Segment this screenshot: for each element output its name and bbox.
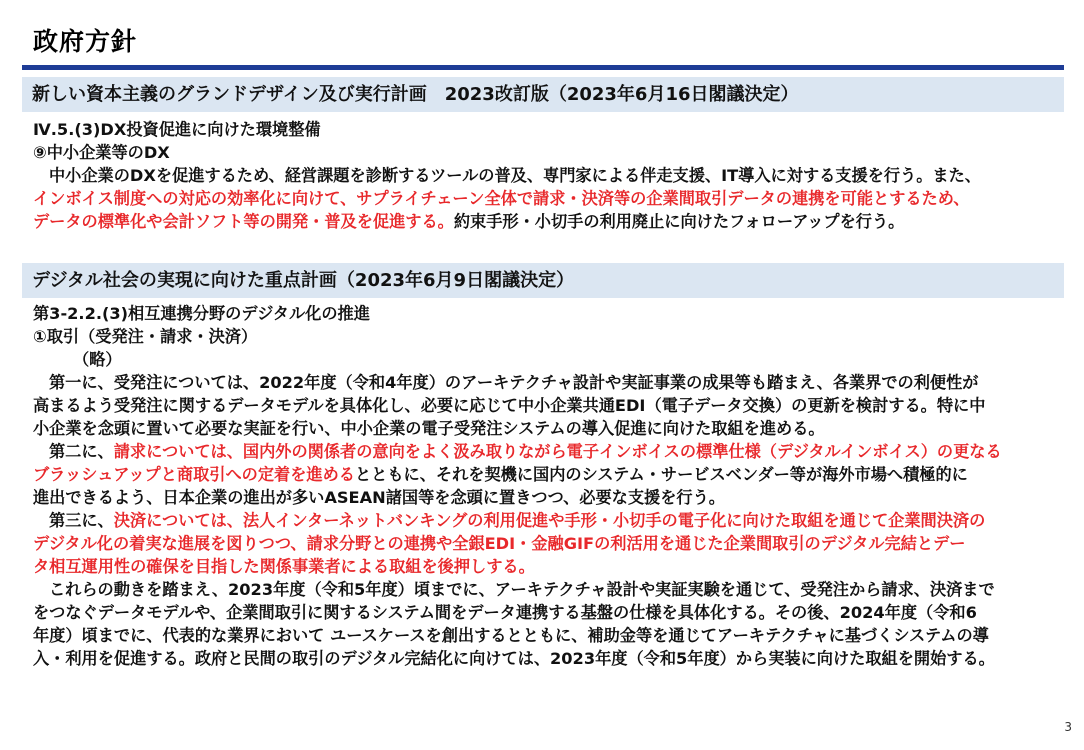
section-body-digital-plan — [33, 302, 1068, 670]
text-segment: 第3-2.2.(3)相互連携分野のデジタル化の推進 — [33, 304, 370, 323]
text-segment: 第一に、受発注については、2022年度（令和4年度）のアーキテクチャ設計や実証事業の成果等も踏まえ、各業界での利便性が — [49, 373, 979, 392]
text-segment: 高まるよう受発注に関するデータモデルを具体化し、必要に応じて中小企業共通EDI（電子データ交換）の更新を検討する。特に中 — [33, 396, 986, 415]
highlighted-text: 決済については、法人インターネットバンキングの利用促進や手形・小切手の電子化に向けた取組を通じて企業間決済の — [113, 511, 986, 530]
highlighted-text: 請求については、国内外の関係者の意向をよく汲み取りながら電子インボイスの標準仕様（デジタルインボイス）の更なる — [113, 442, 1002, 461]
text-line — [33, 417, 1068, 440]
text-segment: これらの動きを踏まえ、2023年度（令和5年度）頃までに、アーキテクチャ設計や実証実験を通じて、受発注から請求、決済まで — [49, 580, 995, 599]
text-segment: 入・利用を促進する。政府と民間の取引のデジタル完結化に向けては、2023年度（令和5年度）から実装に向けた取組を開始する。 — [33, 649, 995, 668]
text-line — [33, 555, 1068, 578]
title-divider — [22, 65, 1064, 70]
text-line — [33, 463, 1068, 486]
text-segment: 中小企業のDXを促進するため、経営課題を診断するツールの普及、専門家による伴走支援、IT導入に対する支援を行う。また、 — [49, 166, 981, 185]
text-line — [33, 647, 1068, 670]
text-segment: Ⅳ.5.(3)DX投資促進に向けた環境整備 — [33, 120, 321, 139]
text-line — [33, 118, 1068, 141]
highlighted-text: ブラッシュアップと商取引への定着を進める — [33, 465, 355, 484]
text-line — [33, 532, 1068, 555]
text-line — [33, 509, 1068, 532]
text-line — [33, 210, 1068, 233]
text-segment: ①取引（受発注・請求・決済） — [33, 327, 258, 346]
highlighted-text: インボイス制度への対応の効率化に向けて、サプライチェーン全体で請求・決済等の企業間取引データの連携を可能とするため、 — [33, 189, 970, 208]
section-header-digital-plan: デジタル社会の実現に向けた重点計画（2023年6月9日閣議決定） — [22, 263, 1064, 298]
text-segment: 小企業を念頭に置いて必要な実証を行い、中小企業の電子受発注システムの導入促進に向けた取組を進める。 — [33, 419, 825, 438]
text-segment: （略） — [73, 350, 122, 369]
text-line — [33, 348, 1068, 371]
text-segment: 進出できるよう、日本企業の進出が多いASEAN諸国等を念頭に置きつつ、必要な支援を行う。 — [33, 488, 725, 507]
highlighted-text: タ相互運用性の確保を目指した関係事業者による取組を後押しする。 — [33, 557, 535, 576]
highlighted-text: デジタル化の着実な進展を図りつつ、請求分野との連携や全銀EDI・金融GIFの利活用を通じた企業間取引のデジタル完結とデー — [33, 534, 966, 553]
highlighted-text: データの標準化や会計ソフト等の開発・普及を促進する。 — [33, 212, 454, 231]
text-segment: 第三に、 — [49, 511, 114, 530]
text-line — [33, 371, 1068, 394]
text-line — [33, 394, 1068, 417]
text-segment: をつなぐデータモデルや、企業間取引に関するシステム間をデータ連携する基盤の仕様を具体化する。その後、2024年度（令和6 — [33, 603, 977, 622]
text-line — [33, 141, 1068, 164]
text-line — [33, 601, 1068, 624]
text-segment: 約束手形・小切手の利用廃止に向けたフォローアップを行う。 — [453, 212, 905, 231]
text-line — [33, 624, 1068, 647]
section-header-grand-design: 新しい資本主義のグランドデザイン及び実行計画 2023改訂版（2023年6月16日閣議決定） — [22, 77, 1064, 112]
text-line — [33, 486, 1068, 509]
text-segment: 第二に、 — [49, 442, 114, 461]
text-segment: ⑨中小企業等のDX — [33, 143, 170, 162]
text-line — [33, 164, 1068, 187]
page-title: 政府方針 — [33, 27, 138, 56]
text-line — [33, 578, 1068, 601]
section-body-grand-design — [33, 118, 1068, 233]
text-line — [33, 440, 1068, 463]
text-line — [33, 187, 1068, 210]
page-number: 3 — [1064, 720, 1072, 734]
text-segment: とともに、それを契機に国内のシステム・サービスベンダー等が海外市場へ積極的に — [354, 465, 968, 484]
text-line — [33, 302, 1068, 325]
text-segment: 年度）頃までに、代表的な業界において ユースケースを創出するとともに、補助金等を通じてアーキテクチャに基づくシステムの導 — [33, 626, 989, 645]
text-line — [33, 325, 1068, 348]
